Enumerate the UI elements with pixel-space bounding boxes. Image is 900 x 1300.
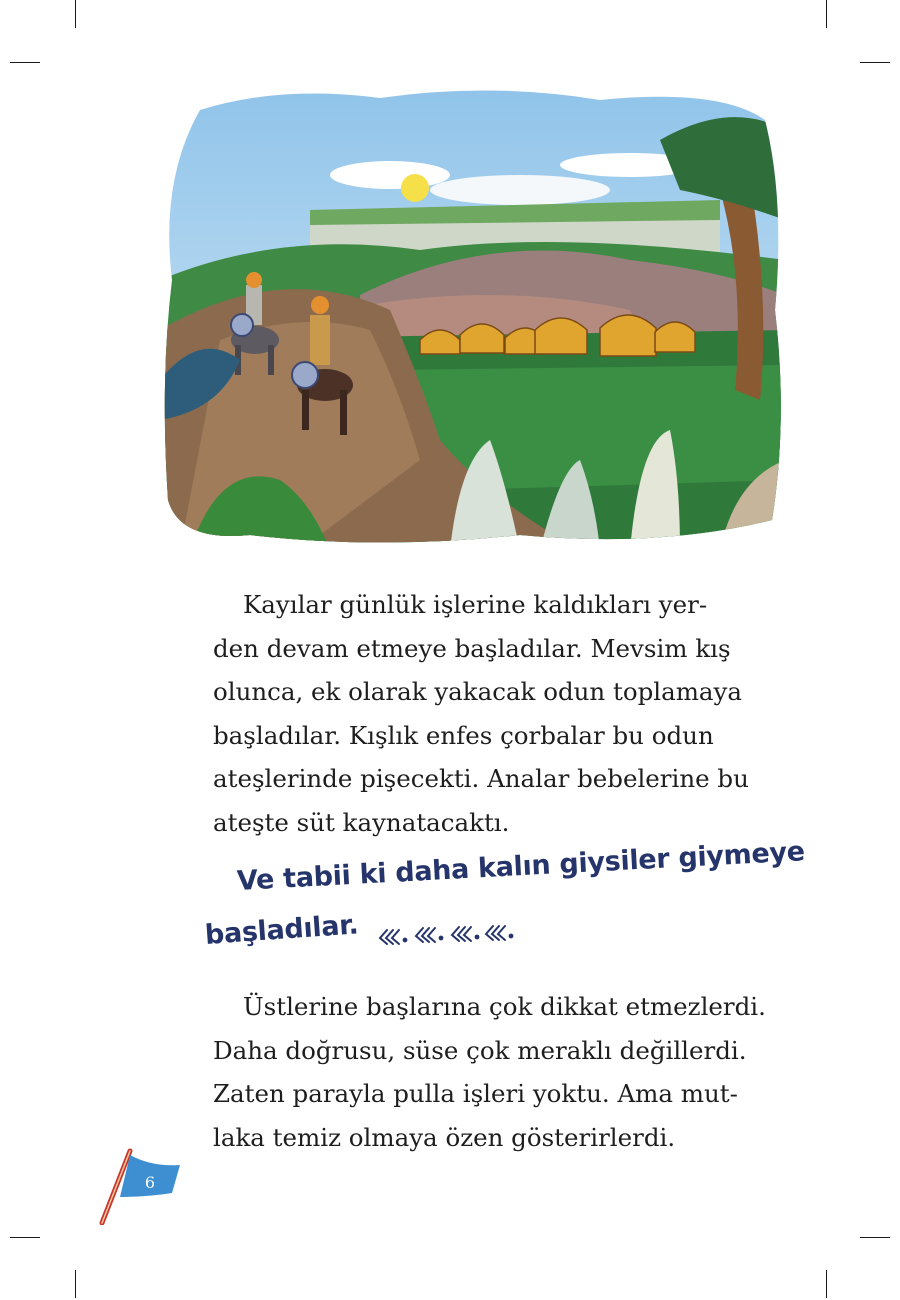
text-line: başladılar. Kışlık enfes çorbalar bu odun <box>213 720 714 750</box>
crop-mark <box>10 62 40 63</box>
arrow-chevrons-icon <box>375 920 535 954</box>
crop-mark <box>826 1270 827 1298</box>
text-line: Daha doğrusu, süse çok meraklı değillerdi. <box>213 1035 747 1065</box>
crop-mark <box>860 62 890 63</box>
crop-mark <box>860 1237 890 1238</box>
text-line: olunca, ek olarak yakacak odun toplamaya <box>213 677 742 706</box>
crop-mark <box>826 0 827 28</box>
crop-mark <box>75 0 76 28</box>
text-line: ateşte süt kaynatacaktı. <box>213 807 510 837</box>
paragraph-2 <box>213 985 766 1159</box>
handwritten-callout <box>203 836 806 970</box>
crop-mark <box>75 1270 76 1298</box>
text-line: den devam etmeye başladılar. Mevsim kış <box>213 633 731 663</box>
text-line: Üstlerine başlarına çok dikkat etmezlerdi. <box>243 992 766 1021</box>
crop-mark <box>10 1237 40 1238</box>
callout-line-2: başladılar. <box>203 909 360 951</box>
page-number: 6 <box>144 1173 156 1192</box>
text-line: Kayılar günlük işlerine kaldıkları yer- <box>243 590 708 619</box>
text-line: Zaten parayla pulla işleri yoktu. Ama mut- <box>213 1079 738 1108</box>
landscape-illustration <box>160 80 785 550</box>
paragraph-1 <box>213 583 749 844</box>
text-line: ateşlerinde pişecekti. Analar bebelerine bu <box>213 764 749 793</box>
text-line: laka temiz olmaya özen gösterirlerdi. <box>213 1122 676 1152</box>
callout-line-1: Ve tabii ki daha kalın giysiler giymeye <box>236 836 806 897</box>
